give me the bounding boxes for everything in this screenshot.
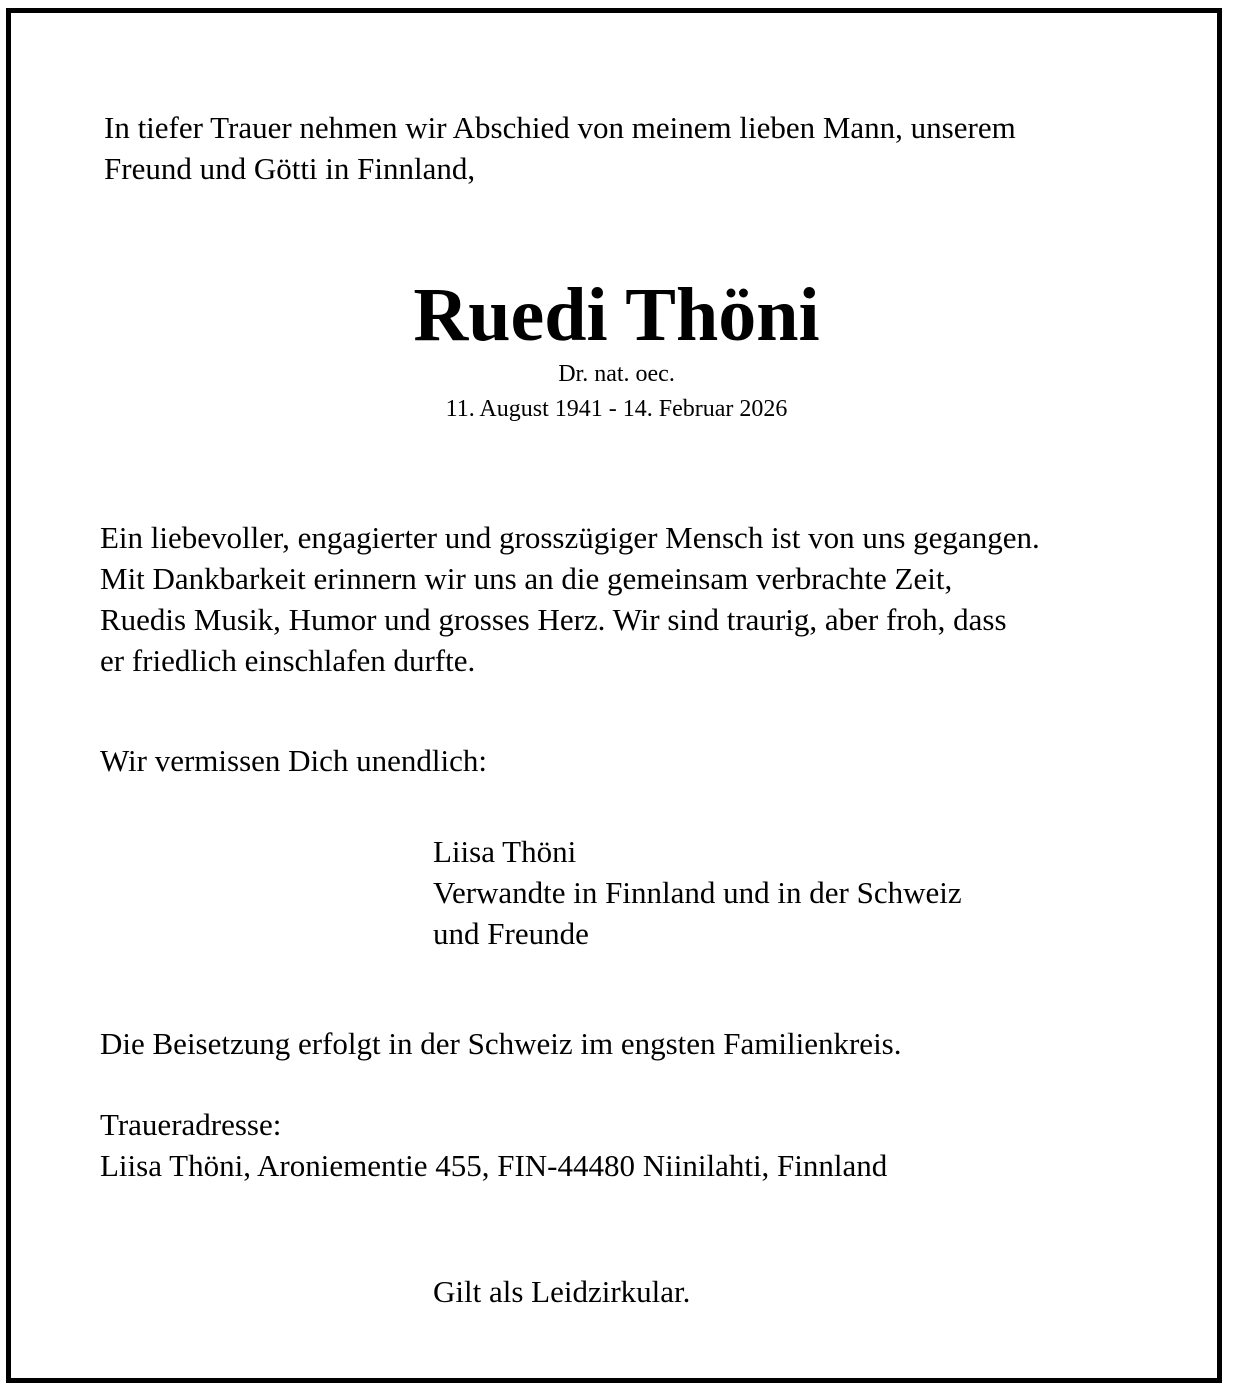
address-label: Traueradresse: — [100, 1107, 282, 1142]
mourner: Verwandte in Finnland und in der Schweiz — [433, 875, 962, 910]
mourner: und Freunde — [433, 916, 589, 951]
tribute-line: Ein liebevoller, engagierter und grosszügiger Mensch ist von uns gegangen. — [100, 520, 1040, 555]
burial-text: Die Beisetzung erfolgt in der Schweiz im engsten Familienkreis. — [100, 1026, 902, 1061]
intro-line: Freund und Götti in Finnland, — [104, 151, 476, 186]
mourners-list — [433, 831, 962, 954]
academic-title: Dr. nat. oec. — [558, 361, 675, 387]
address: Liisa Thöni, Aroniementie 455, FIN-44480 Niinilahti, Finnland — [100, 1148, 888, 1183]
miss-text: Wir vermissen Dich unendlich: — [100, 743, 488, 778]
life-dates: 11. August 1941 - 14. Februar 2026 — [445, 396, 788, 422]
deceased-name: Ruedi Thöni — [413, 273, 820, 357]
tribute-line: er friedlich einschlafen durfte. — [100, 643, 476, 678]
intro-text — [104, 107, 1016, 189]
circular-note: Gilt als Leidzirkular. — [433, 1274, 691, 1309]
mourner: Liisa Thöni — [433, 834, 577, 869]
address-block — [100, 1104, 887, 1186]
tribute-line: Ruedis Musik, Humor und grosses Herz. Wir sind traurig, aber froh, dass — [100, 602, 1007, 637]
tribute-line: Mit Dankbarkeit erinnern wir uns an die gemeinsam verbrachte Zeit, — [100, 561, 953, 596]
tribute-paragraph — [100, 517, 1040, 681]
intro-line: In tiefer Trauer nehmen wir Abschied von meinem lieben Mann, unserem — [104, 110, 1016, 145]
